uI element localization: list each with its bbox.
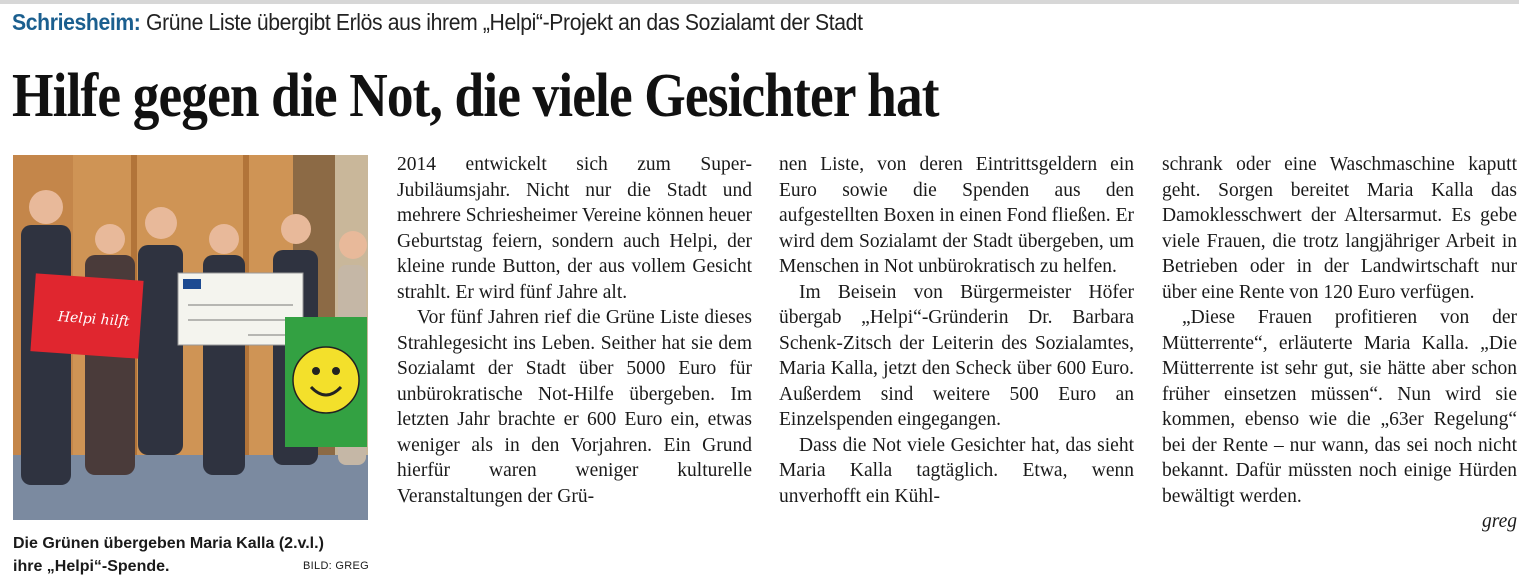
author-signature: greg — [1481, 511, 1517, 532]
paragraph: Dass die Not viele Gesichter hat, das sieht Maria Kalla tagtäglich. Etwa, wenn unverhofft ein Kühl- — [779, 434, 1134, 507]
paragraph: Vor fünf Jahren rief die Grüne Liste dieses Strahlegesicht ins Leben. Seither hat sie dem Sozialamt der Stadt über 5000 Euro für unbürokratische Not-Hilfe übergeben. Im letzten Jahr brachte er 600 Euro ein, etwas weniger als in den Vorjahren. Ein Grund hierfür waren weniger kulturelle Veranstaltungen der Grü- — [397, 307, 752, 507]
photo-credit: BILD: GREG — [303, 560, 369, 572]
caption-line-1: Die Grünen übergeben Maria Kalla (2.v.l.) — [13, 535, 324, 552]
caption-line-2-row — [13, 555, 369, 578]
article-column-1 — [397, 152, 752, 509]
headline: Hilfe gegen die Not, die viele Gesichter hat — [12, 62, 939, 130]
paragraph: 2014 entwickelt sich zum Super-Jubiläumsjahr. Nicht nur die Stadt und mehrere Schriesheimer Vereine können heuer Geburtstag feiern, sondern auch Helpi, der kleine runde Button, der aus vollem Gesicht strahlt. Er wird fünf Jahre alt. — [397, 154, 752, 303]
paragraph: nen Liste, von deren Eintrittsgeldern ein Euro sowie die Spenden aus den aufgestellten Boxen in einen Fond fließen. Er wird dem Sozialamt der Stadt übergeben, um Menschen in Not unbürokratisch zu helfen. — [779, 154, 1134, 277]
top-rule — [0, 0, 1519, 4]
paragraph: „Diese Frauen profitieren von der Mütterrente“, erläuterte Maria Kalla. „Die Mütterrente ist sehr gut, sie hätte aber schon früher einsetzen müssen“. Nun wird sie kommen, ebenso wie die „63er Regelung“ bei der Rente – nur wann, das sei noch nicht bekannt. Dafür müssten noch einige Hürden bewältigt werden. — [1162, 307, 1517, 507]
article-photo — [13, 155, 368, 520]
kicker-text: Grüne Liste übergibt Erlös aus ihrem „Helpi“-Projekt an das Sozialamt der Stadt — [146, 9, 863, 35]
photo-caption — [13, 532, 369, 578]
caption-line-2: ihre „Helpi“-Spende. — [13, 558, 170, 575]
paragraph: schrank oder eine Waschmaschine kaputt geht. Sorgen bereitet Maria Kalla das Damoklesschwert der Altersarmut. Es gebe viele Frauen, die trotz langjähriger Arbeit in Betrieben oder in der Landwirtschaft nur über eine Rente von 120 Euro verfügen. — [1162, 154, 1517, 303]
red-sign-text: Helpi hilft — [57, 308, 130, 330]
paragraph: Im Beisein von Bürgermeister Höfer übergab „Helpi“-Gründerin Dr. Barbara Schenk-Zitsch der Leiterin des Sozialamtes, Maria Kalla, jetzt den Scheck über 600 Euro. Außerdem sind weitere 500 Euro an Einzelspenden eingegangen. — [779, 281, 1134, 430]
kicker — [12, 9, 863, 36]
article-column-3 — [1162, 152, 1517, 535]
kicker-place: Schriesheim: — [12, 9, 141, 35]
article-column-2 — [779, 152, 1134, 509]
